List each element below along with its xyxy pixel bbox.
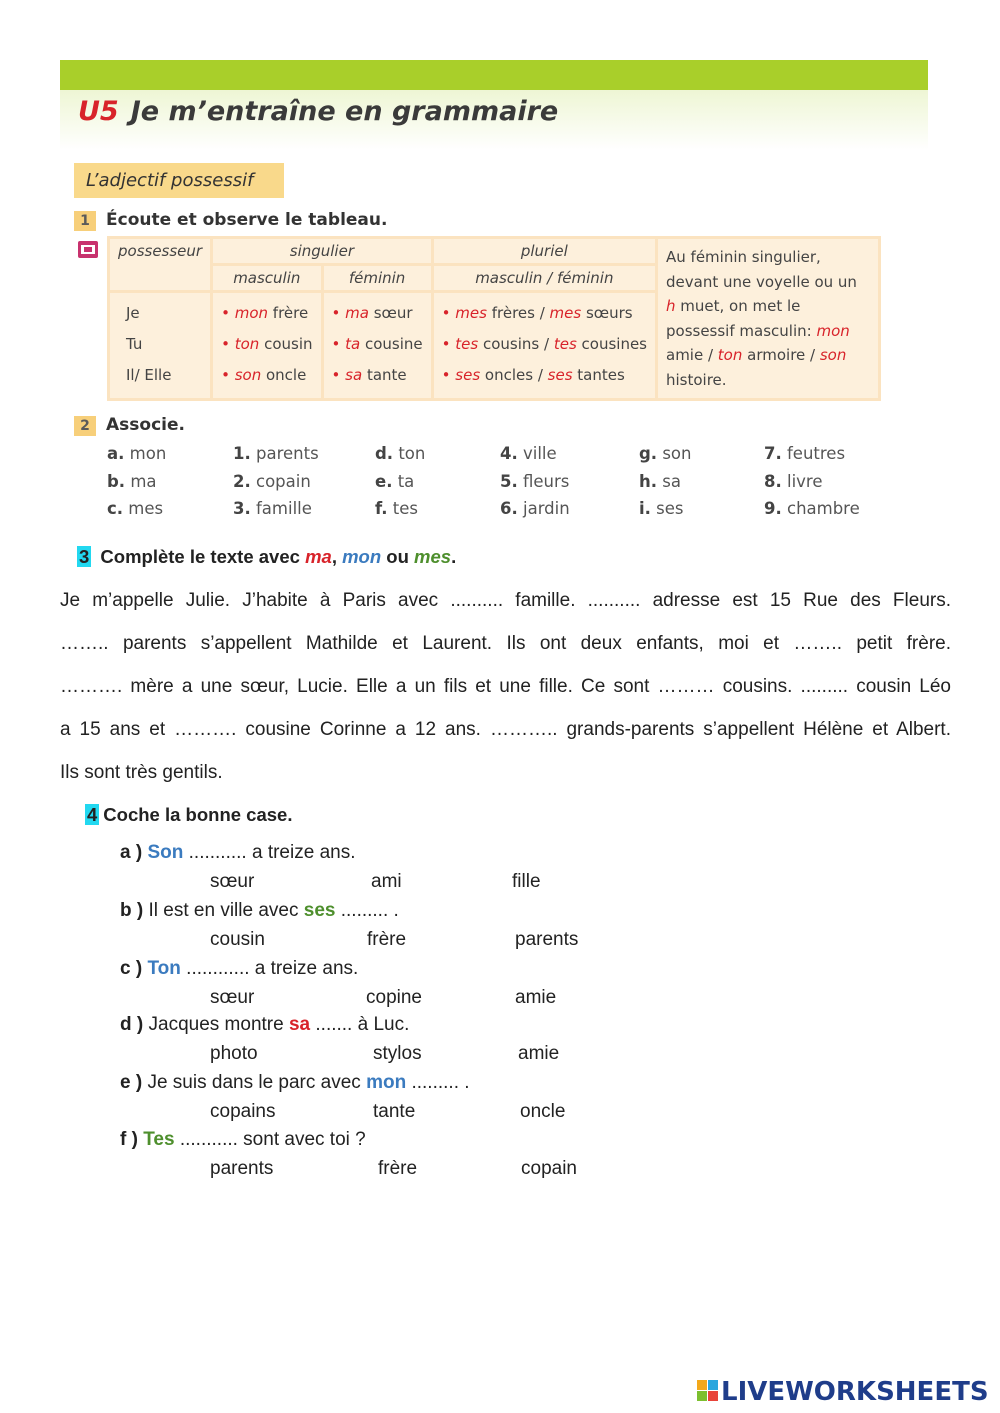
possessor-column <box>110 293 210 398</box>
audio-icon[interactable] <box>78 241 98 258</box>
text-line-3: ………. mère a une sœur, Lucie. Elle a un fils et une fille. Ce sont ……… cousins. ......... cousin Léo <box>60 676 951 697</box>
associe-item[interactable]: 4. ville <box>500 444 557 463</box>
option-checkbox[interactable]: photo <box>210 1043 258 1064</box>
possessor-tu: Tu <box>126 335 143 353</box>
possessor-il-elle: Il/ Elle <box>126 366 172 384</box>
associe-item[interactable]: 8. livre <box>764 471 823 491</box>
associe-item[interactable]: e. ta <box>375 471 415 491</box>
associe-column-2 <box>233 443 319 526</box>
associe-item[interactable]: 5. fleurs <box>500 471 570 491</box>
associe-item[interactable]: i. ses <box>639 499 684 518</box>
associe-column-5 <box>639 443 692 526</box>
feminin-row: • sa tante <box>331 366 407 384</box>
option-checkbox[interactable]: ami <box>371 871 402 892</box>
associe-item[interactable]: 6. jardin <box>500 499 570 518</box>
page-title <box>78 96 558 127</box>
masculin-row: • ton cousin <box>221 335 313 353</box>
liveworksheets-logo[interactable]: LIVEWORKSHEETS <box>697 1377 989 1407</box>
grammar-table <box>107 236 881 401</box>
masculin-row: • mon frère <box>221 304 309 322</box>
associe-item[interactable]: d. ton <box>375 444 426 463</box>
subheader-masculin: masculin <box>213 266 320 290</box>
associe-item[interactable]: b. ma <box>107 471 157 491</box>
associe-item[interactable]: c. mes <box>107 499 164 518</box>
exercise-1-number: 1 <box>74 211 96 231</box>
header-possesseur: possesseur <box>110 239 210 290</box>
exercise-3-number: 3 <box>79 546 90 567</box>
option-checkbox[interactable]: fille <box>512 871 541 892</box>
masculin-column <box>213 293 320 398</box>
feminin-column <box>324 293 431 398</box>
word-mes: mes <box>414 546 452 567</box>
exercise-4-number: 4 <box>87 804 98 825</box>
question-f: f ) Tes ........... sont avec toi ? <box>120 1129 366 1150</box>
associe-item[interactable]: f. tes <box>375 499 419 518</box>
title-text: Je m’entraîne en grammaire <box>130 96 559 127</box>
question-e: e ) Je suis dans le parc avec mon ......... . <box>120 1072 470 1093</box>
text-line-4: a 15 ans et ………. cousine Corinne a 12 ans. ……….. grands-parents s’appellent Hélène et Albert. <box>60 719 951 740</box>
exercise-4-title: Coche la bonne case. <box>103 804 293 825</box>
section-title: L’adjectif possessif <box>74 163 284 198</box>
word-ma: ma <box>305 546 332 567</box>
option-checkbox[interactable]: copain <box>521 1158 577 1179</box>
option-checkbox[interactable]: copains <box>210 1101 276 1122</box>
text-line-1: Je m’appelle Julie. J’habite à Paris avec .......... famille. .......... adresse est 15 Rue des Fleurs. <box>60 590 951 611</box>
exercise-2-title: Associe. <box>106 415 185 435</box>
option-checkbox[interactable]: oncle <box>520 1101 566 1122</box>
associe-column-1 <box>107 443 166 526</box>
associe-item[interactable]: g. son <box>639 444 692 463</box>
header-singulier: singulier <box>213 239 431 263</box>
feminin-row: • ma sœur <box>331 304 413 322</box>
pluriel-column <box>434 293 655 398</box>
feminin-row: • ta cousine <box>331 335 423 353</box>
option-checkbox[interactable]: frère <box>367 929 407 950</box>
associe-item[interactable]: 3. famille <box>233 499 312 518</box>
exercise-1-heading <box>74 210 387 231</box>
exercise-1-title: Écoute et observe le tableau. <box>106 210 388 230</box>
pluriel-row: • ses oncles / ses tantes <box>441 366 625 384</box>
text-line-5: Ils sont très gentils. <box>60 762 223 783</box>
question-a: a ) Son ........... a treize ans. <box>120 842 356 863</box>
masculin-row: • son oncle <box>221 366 307 384</box>
associe-item[interactable]: 7. feutres <box>764 444 846 463</box>
question-c: c ) Ton ............ a treize ans. <box>120 958 359 979</box>
option-checkbox[interactable]: amie <box>515 987 557 1008</box>
word-mon: mon <box>342 546 382 567</box>
exercise-2-number: 2 <box>74 416 96 436</box>
associe-column-3 <box>375 443 425 526</box>
option-checkbox[interactable]: stylos <box>373 1043 422 1064</box>
option-checkbox[interactable]: amie <box>518 1043 560 1064</box>
header-pluriel: pluriel <box>434 239 655 263</box>
option-checkbox[interactable]: frère <box>378 1158 418 1179</box>
option-checkbox[interactable]: cousin <box>210 929 265 950</box>
associe-item[interactable]: 2. copain <box>233 471 311 491</box>
associe-item[interactable]: h. sa <box>639 471 681 491</box>
possessor-je: Je <box>126 304 140 322</box>
pluriel-row: • tes cousins / tes cousines <box>441 335 647 353</box>
associe-column-6 <box>764 443 860 526</box>
grammar-note: Au féminin singulier, devant une voyelle ou un h muet, on met le possessif masculin: mon amie / ton armoire / son histoire. <box>658 239 878 398</box>
subheader-masc-fem: masculin / féminin <box>434 266 655 290</box>
question-b: b ) Il est en ville avec ses ......... . <box>120 900 399 921</box>
associe-item[interactable]: 1. parents <box>233 444 319 463</box>
exercise-4-heading <box>85 804 292 826</box>
associe-item[interactable]: 9. chambre <box>764 499 860 518</box>
option-checkbox[interactable]: copine <box>366 987 422 1008</box>
option-checkbox[interactable]: sœur <box>210 871 255 892</box>
exercise-2-heading <box>74 415 185 436</box>
question-d: d ) Jacques montre sa ....... à Luc. <box>120 1014 410 1035</box>
option-checkbox[interactable]: tante <box>373 1101 416 1122</box>
subheader-feminin: féminin <box>324 266 431 290</box>
pluriel-row: • mes frères / mes sœurs <box>441 304 633 322</box>
option-checkbox[interactable]: sœur <box>210 987 255 1008</box>
option-checkbox[interactable]: parents <box>515 929 579 950</box>
header-band <box>60 60 928 90</box>
associe-column-4 <box>500 443 570 526</box>
unit-label: U5 <box>78 96 119 127</box>
exercise-3-heading: 3 Complète le texte avec ma, mon ou mes. <box>79 546 457 567</box>
text-line-2: …….. parents s’appellent Mathilde et Laurent. Ils ont deux enfants, moi et …….. petit frère. <box>60 633 951 654</box>
option-checkbox[interactable]: parents <box>210 1158 274 1179</box>
associe-item[interactable]: a. mon <box>107 444 167 463</box>
logo-icon <box>697 1380 719 1402</box>
